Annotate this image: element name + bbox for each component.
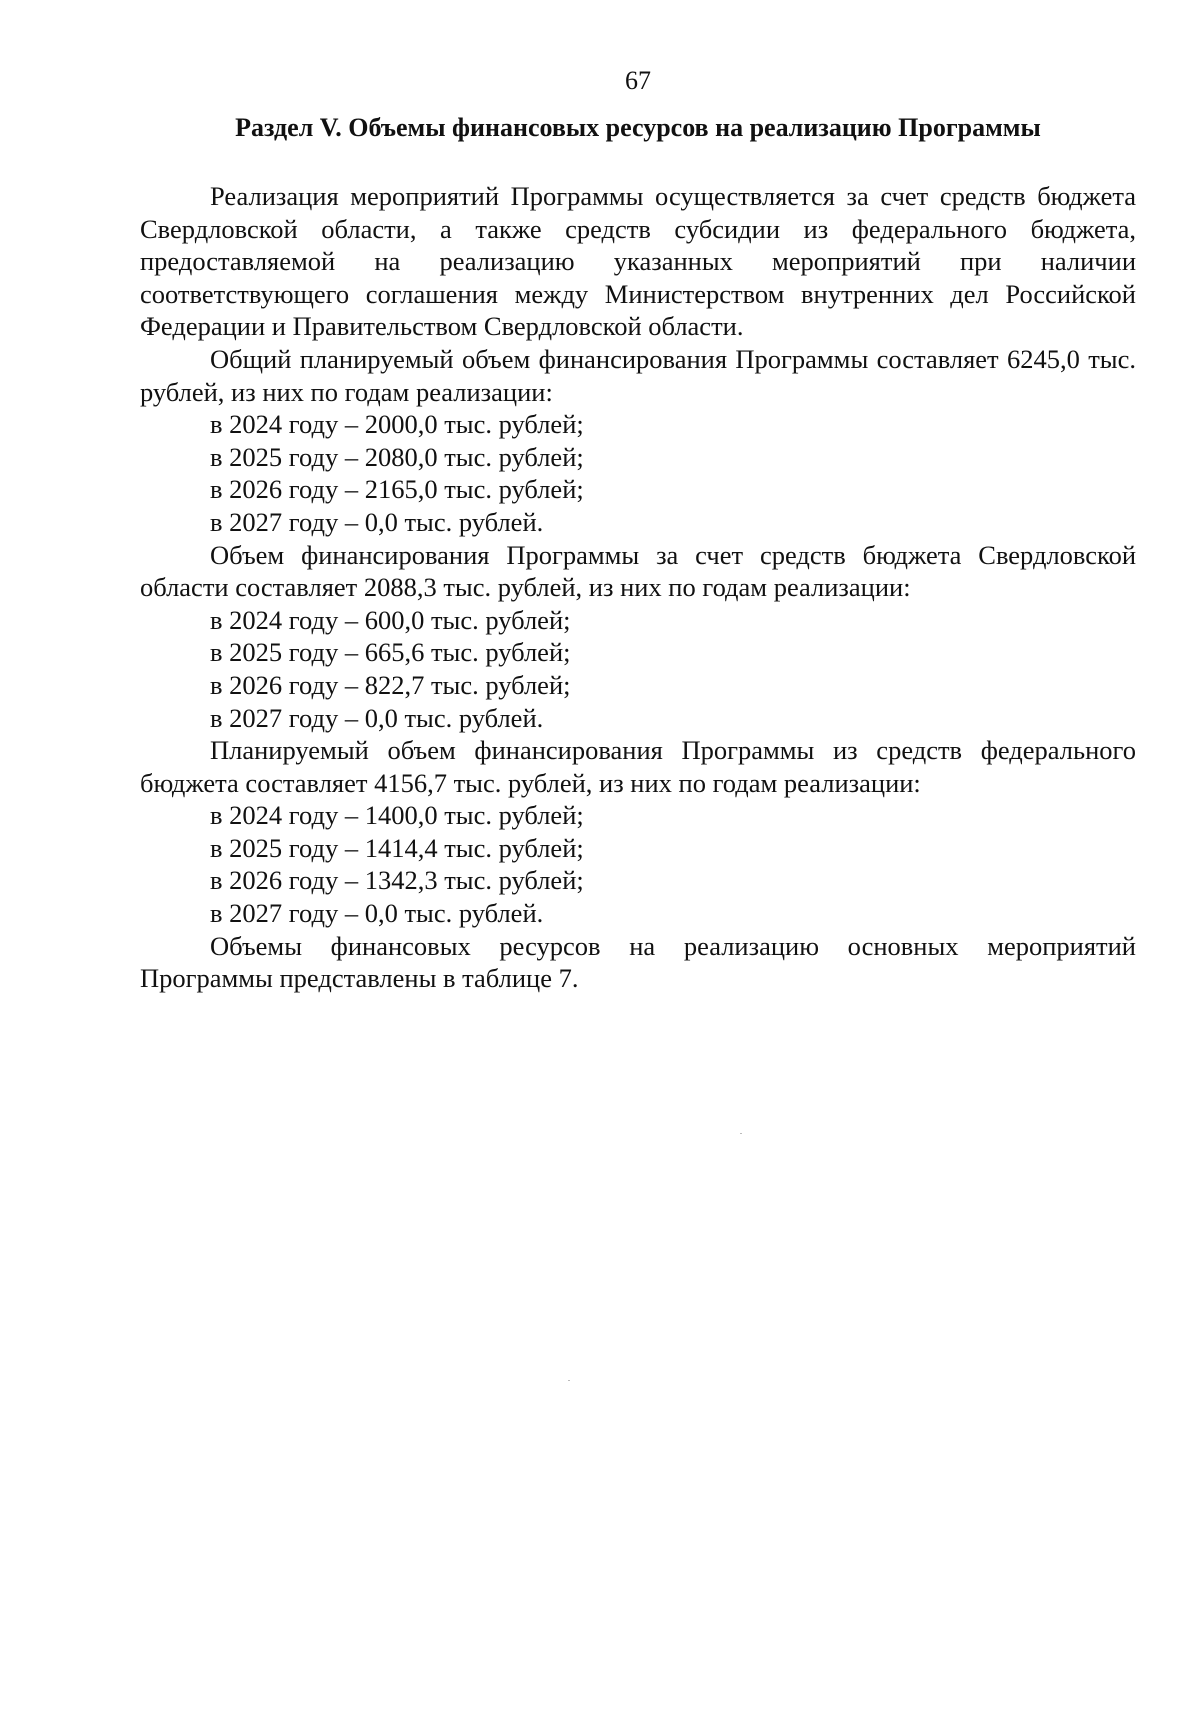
page-number: 67 [625, 66, 651, 95]
federal-funding-year-line: в 2027 году – 0,0 тыс. рублей. [210, 898, 544, 929]
paragraph-total-funding: Общий планируемый объем финансирования Программы составляет 6245,0 тыс. рублей, из них по годам реализации: [140, 343, 1136, 407]
regional-funding-year-line: в 2024 году – 600,0 тыс. рублей; [210, 604, 571, 635]
paragraph-intro: Реализация мероприятий Программы осуществляется за счет средств бюджета Свердловской области, а также средств субсидии из федерального бюджета, предоставляемой на реализацию указанных мероприятий при наличии соответствующего соглашения между Министерством внутренних дел Российской Федерации и Правительством Свердловской области. [140, 181, 1136, 342]
federal-funding-year-line: в 2024 году – 1400,0 тыс. рублей; [210, 800, 584, 831]
scan-speck [568, 1380, 570, 1381]
section-title: Раздел V. Объемы финансовых ресурсов на реализацию Программы [235, 113, 1041, 142]
paragraph-closing: Объемы финансовых ресурсов на реализацию основных мероприятий Программы представлены в таблице 7. [140, 930, 1136, 994]
paragraph-regional-funding: Объем финансирования Программы за счет средств бюджета Свердловской области составляет 2088,3 тыс. рублей, из них по годам реализации: [140, 539, 1136, 603]
regional-funding-year-line: в 2026 году – 822,7 тыс. рублей; [210, 669, 571, 700]
regional-funding-year-line: в 2025 году – 665,6 тыс. рублей; [210, 637, 571, 668]
regional-funding-year-line: в 2027 году – 0,0 тыс. рублей. [210, 702, 544, 733]
total-funding-year-line: в 2025 году – 2080,0 тыс. рублей; [210, 441, 584, 472]
total-funding-year-line: в 2027 году – 0,0 тыс. рублей. [210, 506, 544, 537]
total-funding-year-line: в 2026 году – 2165,0 тыс. рублей; [210, 474, 584, 505]
body-text [140, 180, 1136, 995]
federal-funding-year-line: в 2025 году – 1414,4 тыс. рублей; [210, 832, 584, 863]
total-funding-year-line: в 2024 году – 2000,0 тыс. рублей; [210, 409, 584, 440]
scan-speck [740, 1133, 742, 1134]
federal-funding-year-line: в 2026 году – 1342,3 тыс. рублей; [210, 865, 584, 896]
paragraph-federal-funding: Планируемый объем финансирования Программы из средств федерального бюджета составляет 4156,7 тыс. рублей, из них по годам реализации: [140, 735, 1136, 798]
